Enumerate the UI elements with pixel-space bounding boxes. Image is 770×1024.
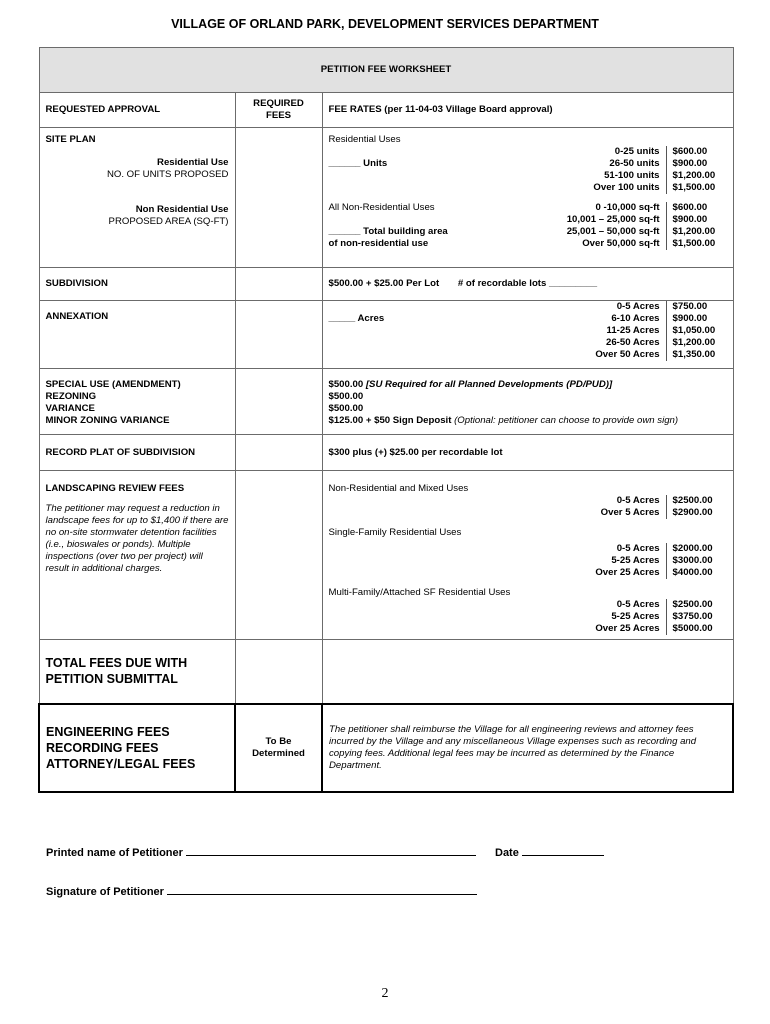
col-header-requested: REQUESTED APPROVAL <box>39 93 235 128</box>
recordable-lots-blank: # of recordable lots _________ <box>457 278 598 289</box>
annexation-rates <box>322 301 733 369</box>
record-plat-rate: $300 plus (+) $25.00 per recordable lot <box>322 435 733 471</box>
rate-row: 10,001 – 25,000 sq-ft $900.00 <box>329 214 727 226</box>
rate-row: ______ Total building area 25,001 – 50,000 sq-ft $1,200.00 <box>329 226 727 238</box>
rate-row: 11-25 Acres $1,050.00 <box>329 325 727 337</box>
annexation-label: ANNEXATION <box>39 301 235 369</box>
signature-line: Signature of Petitioner <box>46 884 477 898</box>
record-plat-fee-cell[interactable] <box>235 435 322 471</box>
landscaping-cell <box>39 471 235 640</box>
rate-row: 5-25 Acres $3000.00 <box>329 555 727 567</box>
date-line: Date <box>495 845 604 859</box>
building-area-blank: ______ Total building area <box>328 226 448 237</box>
printed-name-field[interactable] <box>186 845 476 856</box>
printed-name-line: Printed name of Petitioner <box>46 845 476 859</box>
nonresidential-heading: All Non-Residential Uses <box>328 202 435 213</box>
subdivision-rate: $500.00 + $25.00 Per Lot # of recordable lots _________ <box>322 268 733 301</box>
rate-row: 26-50 Acres $1,200.00 <box>329 337 727 349</box>
nonresidential-use-label: Non Residential Use <box>135 204 229 215</box>
record-plat-label: RECORD PLAT OF SUBDIVISION <box>39 435 235 471</box>
residential-use-label: Residential Use <box>157 157 229 168</box>
col-header-required-line1: REQUIRED <box>253 98 304 109</box>
rate-row: _____ Acres 6-10 Acres $900.00 <box>329 313 727 325</box>
petition-fee-worksheet-table <box>38 47 734 793</box>
rate-row: Over 25 Acres $5000.00 <box>329 623 727 635</box>
worksheet-title: PETITION FEE WORKSHEET <box>39 48 733 93</box>
rate-row: Over 100 units $1,500.00 <box>329 182 727 194</box>
col-header-required <box>235 93 322 128</box>
subdivision-label: SUBDIVISION <box>39 268 235 301</box>
units-blank: ______ Units <box>328 158 388 169</box>
nonresidential-use-sub: PROPOSED AREA (SQ-FT) <box>108 216 229 227</box>
total-fees-label: TOTAL FEES DUE WITH PETITION SUBMITTAL <box>39 640 235 704</box>
rate-row: Over 50 Acres $1,350.00 <box>329 349 727 361</box>
rate-row: of non-residential use Over 50,000 sq-ft $1,500.00 <box>329 238 727 250</box>
subdivision-fee-cell[interactable] <box>235 268 322 301</box>
rate-row: Over 25 Acres $4000.00 <box>329 567 727 579</box>
acres-blank: _____ Acres <box>328 313 385 324</box>
annexation-fee-cell[interactable] <box>235 301 322 369</box>
rate-row: All Non-Residential Uses 0 -10,000 sq-ft $600.00 <box>329 202 727 214</box>
rate-row: 0-5 Acres $2500.00 <box>329 599 727 611</box>
rate-row: Over 5 Acres $2900.00 <box>329 507 727 519</box>
landscaping-fee-cell[interactable] <box>235 471 322 640</box>
rate-row: 0-25 units $600.00 <box>329 146 727 158</box>
special-use-labels: SPECIAL USE (AMENDMENT) REZONING VARIANCE MINOR ZONING VARIANCE <box>39 369 235 435</box>
landscaping-label: LANDSCAPING REVIEW FEES <box>45 483 185 494</box>
rate-row: 0-5 Acres $2000.00 <box>329 543 727 555</box>
residential-uses-heading: Residential Uses <box>328 134 401 145</box>
special-use-fee-cell[interactable] <box>235 369 322 435</box>
total-fees-empty <box>322 640 733 704</box>
date-field[interactable] <box>522 845 604 856</box>
page-number: 2 <box>381 986 389 1001</box>
site-plan-fee-cell[interactable] <box>235 128 322 268</box>
signature-field[interactable] <box>167 884 477 895</box>
rate-row: 51-100 units $1,200.00 <box>329 170 727 182</box>
residential-use-sub: NO. OF UNITS PROPOSED <box>106 169 229 180</box>
rate-row: 5-25 Acres $3750.00 <box>329 611 727 623</box>
col-header-rates: FEE RATES (per 11-04-03 Village Board approval) <box>322 93 733 128</box>
site-plan-label: SITE PLAN <box>45 134 96 145</box>
engineering-note: The petitioner shall reimburse the Village for all engineering reviews and attorney fees incurred by the Village and any miscellaneous Village expenses such as recording and copying fees. Additional legal fees may be incurred as determined by the Finance Department. <box>322 704 733 792</box>
department-header: VILLAGE OF ORLAND PARK, DEVELOPMENT SERVICES DEPARTMENT <box>171 17 599 31</box>
site-plan-rates <box>322 128 733 268</box>
col-header-required-line2: FEES <box>265 110 292 121</box>
engineering-required: To Be Determined <box>235 704 322 792</box>
total-fees-cell[interactable] <box>235 640 322 704</box>
landscaping-note: The petitioner may request a reduction in landscape fees for up to $1,400 if there are no on-site stormwater detention facilities (i.e., bioswales or ponds). Multiple inspections (over two per project) will result in additional charges. <box>45 503 229 574</box>
rate-row: ______ Units 26-50 units $900.00 <box>329 158 727 170</box>
special-use-rates: $500.00 [SU Required for all Planned Developments (PD/PUD)] $500.00 $500.00 $125.00 + $50 Sign Deposit (Optional: petitioner can choose to provide own sign) <box>322 369 733 435</box>
landscaping-rates: Non-Residential and Mixed Uses 0-5 Acres $2500.00 Over 5 Acres $2900.00 Single-Family Residential Uses 0-5 Acres $2000.00 5-25 Acres $3000.00 Over 25 Acres $4000.00 Multi-Family/Attached SF Residential Uses 0-5 Acres $2500.00 5-25 Acres $3750.00 Over 25 Acres $5000.00 <box>322 471 733 640</box>
site-plan-cell <box>39 128 235 268</box>
rate-row: 0-5 Acres $2500.00 <box>329 495 727 507</box>
rate-row: 0-5 Acres $750.00 <box>329 301 727 313</box>
engineering-labels: ENGINEERING FEES RECORDING FEES ATTORNEY/LEGAL FEES <box>39 704 235 792</box>
